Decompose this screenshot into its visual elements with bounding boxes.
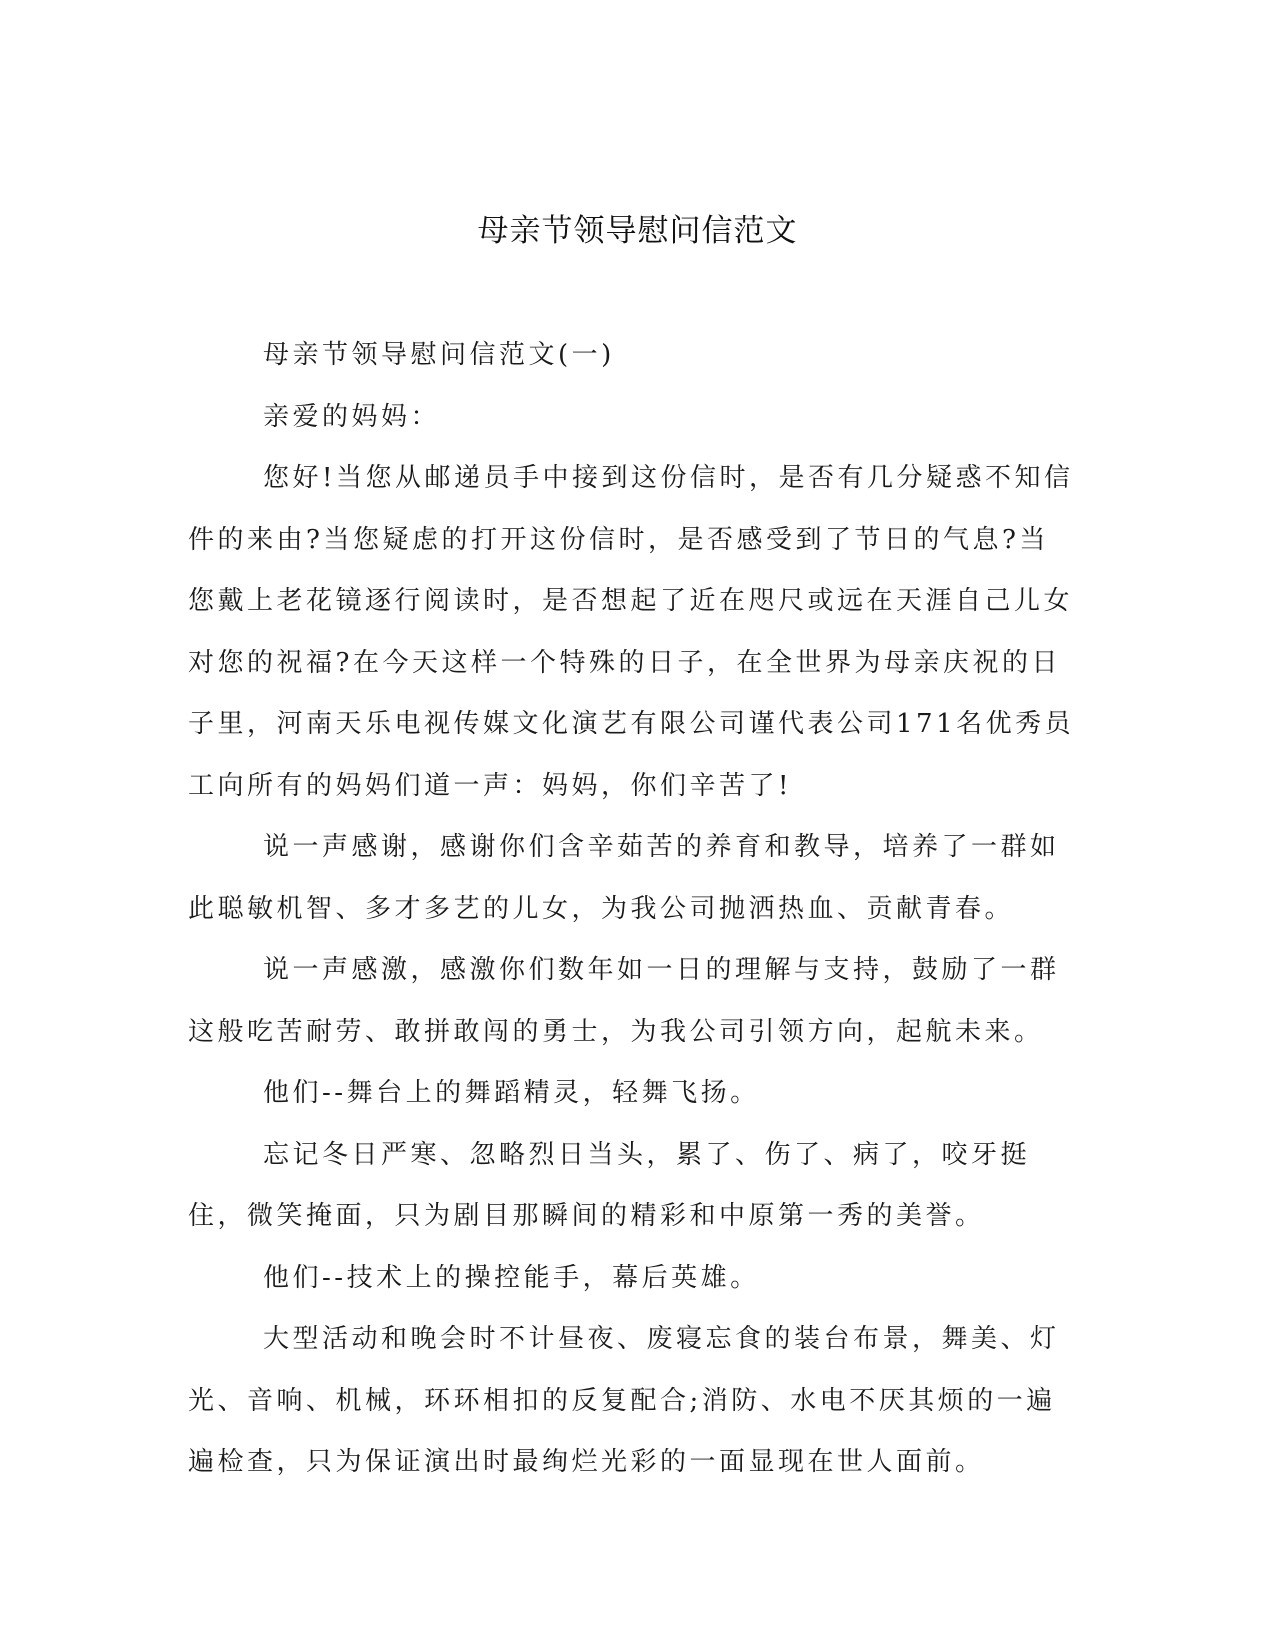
paragraph: 说一声感谢，感谢你们含辛茹苦的养育和教导，培养了一群如此聪敏机智、多才多艺的儿女，为我公司抛洒热血、贡献青春。 <box>188 832 1060 924</box>
paragraph: 他们--舞台上的舞蹈精灵，轻舞飞扬。 <box>263 1078 760 1108</box>
paragraph: 他们--技术上的操控能手，幕后英雄。 <box>263 1262 760 1293</box>
section-heading: 母亲节领导慰问信范文(一) <box>263 340 615 370</box>
document-body <box>188 325 1078 1494</box>
document-title: 母亲节领导慰问信范文 <box>477 213 798 249</box>
paragraph: 忘记冬日严寒、忽略烈日当头，累了、伤了、病了，咬牙挺住，微笑掩面，只为剧目那瞬间的精彩和中原第一秀的美誉。 <box>188 1139 1031 1231</box>
paragraph: 您好!当您从邮递员手中接到这份信时，是否有几分疑惑不知信件的来由?当您疑虑的打开这份信时，是否感受到了节日的气息?当您戴上老花镜逐行阅读时，是否想起了近在咫尺或远在天涯自己儿女对您的祝福?在今天这样一个特殊的日子，在全世界为母亲庆祝的日子里，河南天乐电视传媒文化演艺有限公司谨代表公司171名优秀员工向所有的妈妈们道一声：妈妈，你们辛苦了! <box>188 463 1075 801</box>
salutation: 亲爱的妈妈： <box>263 401 441 432</box>
paragraph: 大型活动和晚会时不计昼夜、废寝忘食的装台布景，舞美、灯光、音响、机械，环环相扣的反复配合;消防、水电不厌其烦的一遍遍检查，只为保证演出时最绚烂光彩的一面显现在世人面前。 <box>188 1324 1060 1477</box>
paragraph: 说一声感激，感激你们数年如一日的理解与支持，鼓励了一群这般吃苦耐劳、敢拼敢闯的勇士，为我公司引领方向，起航未来。 <box>188 955 1060 1047</box>
